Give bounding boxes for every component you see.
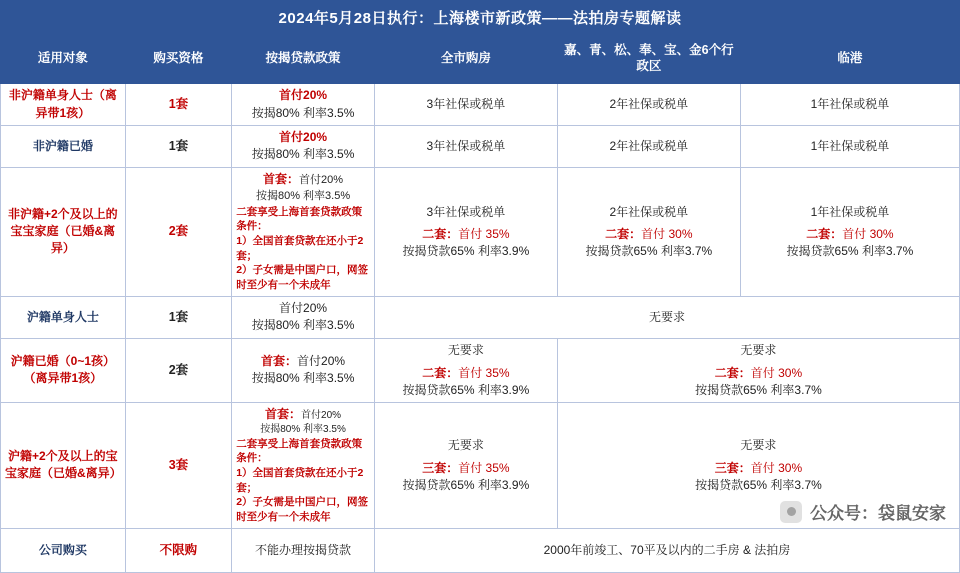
col-header-qualification: 购买资格 [125,35,232,84]
row-qualification: 1套 [125,84,232,126]
row-right-merged [557,338,959,402]
row-merged-requirement: 2000年前竣工、70平及以内的二手房 & 法拍房 [374,528,959,572]
col-header-loan-policy: 按揭贷款政策 [232,35,375,84]
row-object: 非沪籍+2个及以上的宝宝家庭（已婚&离异） [1,167,126,296]
loan-condition-item: 2）子女需是中国户口，网签时至少有一个未成年 [236,496,369,524]
right-requirement: 无要求 [740,438,777,453]
loan-conditions-title: 二套享受上海首套贷款政策条件： [236,205,363,233]
lingang-requirement: 1年社保或税单 [810,204,890,219]
row-loan-policy: 不能办理按揭贷款 [232,528,375,572]
six-second-label: 二套： [605,227,642,242]
watermark-text: 公众号：袋鼠安家 [810,504,946,523]
row-loan-policy [232,402,375,528]
row-qualification: 1套 [125,126,232,168]
row-qualification: 2套 [125,338,232,402]
row-loan-policy [232,296,375,338]
col-header-object: 适用对象 [1,35,126,84]
right-second-sub: 按揭贷款65% 利率3.7% [695,477,822,492]
lingang-second-label: 二套： [806,227,843,242]
table-row [1,296,960,338]
loan-first-value: 首付20% [297,353,346,368]
row-loan-policy [232,126,375,168]
row-qualification: 3套 [125,402,232,528]
citywide-second-value: 首付 35% [458,460,510,475]
row-merged-requirement: 无要求 [374,296,959,338]
loan-conditions [236,205,370,293]
row-six-districts: 2年社保或税单 [557,126,740,168]
col-header-citywide: 全市购房 [374,35,557,84]
loan-condition-item: 1）全国首套贷款在还小于2套； [236,235,364,262]
loan-downpayment: 首付20% [279,88,328,103]
row-object: 非沪籍单身人士（离异带1孩） [1,84,126,126]
citywide-second-value: 首付 35% [458,365,510,380]
loan-detail: 按揭80% 利率3.5% [251,105,355,120]
citywide-second-label: 三套： [422,460,459,475]
table-row [1,84,960,126]
loan-detail: 按揭80% 利率3.5% [251,147,355,162]
citywide-second-value: 首付 35% [458,227,510,242]
loan-detail: 按揭80% 利率3.5% [251,318,355,333]
loan-conditions [236,437,370,525]
table-header-row [1,35,960,84]
watermark [780,499,946,524]
policy-table [0,34,960,573]
loan-first-label: 首套： [263,171,300,186]
row-object: 公司购买 [1,528,126,572]
citywide-second-sub: 按揭贷款65% 利率3.9% [402,244,530,259]
right-requirement: 无要求 [740,343,777,358]
citywide-second-label: 二套： [422,227,459,242]
citywide-requirement: 无要求 [447,438,484,453]
row-qualification: 2套 [125,167,232,296]
six-requirement: 2年社保或税单 [609,204,689,219]
loan-condition-item: 1）全国首套贷款在还小于2套； [236,467,364,494]
loan-first-sub: 按揭80% 利率3.5% [260,424,346,436]
row-citywide [374,338,557,402]
citywide-requirement: 3年社保或税单 [426,204,506,219]
right-second-sub: 按揭贷款65% 利率3.7% [695,382,822,397]
table-row [1,528,960,572]
col-header-six-districts: 嘉、青、松、奉、宝、金6个行政区 [557,35,740,84]
row-object: 沪籍+2个及以上的宝宝家庭（已婚&离异） [1,402,126,528]
citywide-second-sub: 按揭贷款65% 利率3.9% [402,382,530,397]
row-citywide: 3年社保或税单 [374,84,557,126]
row-loan-policy [232,84,375,126]
citywide-requirement: 无要求 [447,343,484,358]
loan-first-value: 首付20% [301,409,342,421]
row-object: 非沪籍已婚 [1,126,126,168]
row-object: 沪籍已婚（0~1孩）（离异带1孩） [1,338,126,402]
loan-first-label: 首套： [265,406,302,421]
row-object: 沪籍单身人士 [1,296,126,338]
right-second-label: 三套： [714,460,751,475]
row-citywide [374,167,557,296]
row-six-districts: 2年社保或税单 [557,84,740,126]
watermark-logo-icon [780,501,802,523]
row-citywide: 3年社保或税单 [374,126,557,168]
row-loan-policy [232,167,375,296]
loan-first-sub: 按揭80% 利率3.5% [255,189,351,202]
right-second-label: 二套： [714,365,751,380]
loan-downpayment: 首付20% [279,130,328,144]
row-loan-policy [232,338,375,402]
loan-first-sub: 按揭80% 利率3.5% [251,371,355,386]
row-citywide [374,402,557,528]
row-qualification: 1套 [125,296,232,338]
six-second-sub: 按揭贷款65% 利率3.7% [585,244,713,259]
citywide-second-label: 二套： [422,365,459,380]
col-header-lingang: 临港 [740,35,959,84]
right-second-value: 首付 30% [750,460,803,475]
page-title: 2024年5月28日执行：上海楼市新政策——法拍房专题解读 [0,0,960,34]
loan-first-value: 首付20% [299,173,344,186]
loan-conditions-title: 二套享受上海首套贷款政策条件： [236,437,363,465]
table-row [1,126,960,168]
row-qualification: 不限购 [125,528,232,572]
row-lingang [740,167,959,296]
six-second-value: 首付 30% [641,227,693,242]
lingang-second-value: 首付 30% [842,227,894,242]
loan-first-label: 首套： [261,353,298,368]
loan-downpayment: 首付20% [279,300,328,315]
loan-condition-item: 2）子女需是中国户口，网签时至少有一个未成年 [236,264,369,292]
row-lingang: 1年社保或税单 [740,126,959,168]
lingang-second-sub: 按揭贷款65% 利率3.7% [786,244,914,259]
citywide-second-sub: 按揭贷款65% 利率3.9% [402,477,530,492]
table-row [1,167,960,296]
right-second-value: 首付 30% [750,365,803,380]
row-lingang: 1年社保或税单 [740,84,959,126]
row-six-districts [557,167,740,296]
table-row [1,338,960,402]
